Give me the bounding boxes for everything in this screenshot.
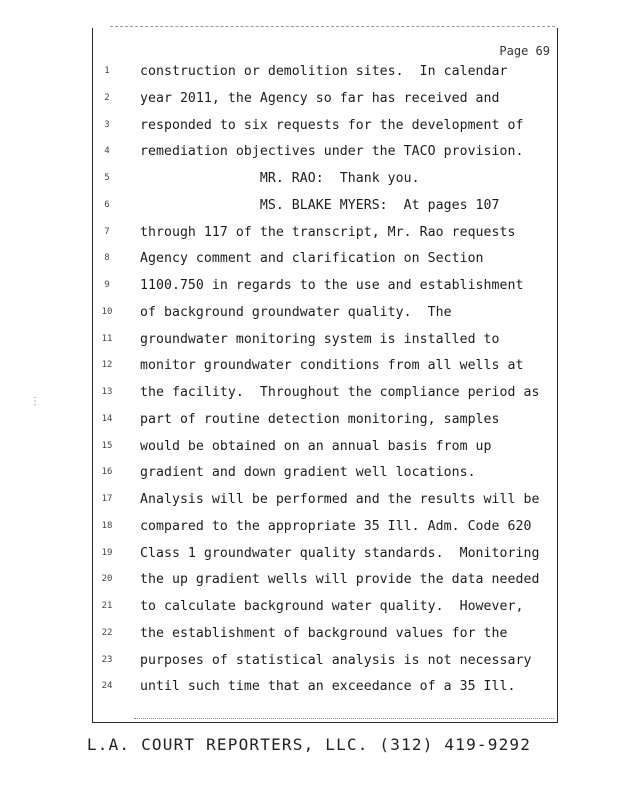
margin-mark: ⋮ <box>30 396 40 407</box>
line-number: 11 <box>101 333 113 344</box>
line-number: 21 <box>101 601 113 611</box>
bottom-inner-rule <box>134 718 554 719</box>
line-number: 4 <box>104 146 110 157</box>
line-number: 16 <box>101 467 113 478</box>
transcript-line: until such time that an exceedance of a 35 Ill. <box>140 679 516 695</box>
line-number: 6 <box>104 199 110 210</box>
line-number: 17 <box>101 494 113 504</box>
transcript-line: the facility. Throughout the compliance period as <box>140 385 540 400</box>
line-number: 18 <box>101 520 113 531</box>
transcript-line: MS. BLAKE MYERS: At pages 107 <box>140 197 500 213</box>
transcript-line: compared to the appropriate 35 Ill. Adm. Code 620 <box>140 518 532 534</box>
line-number: 9 <box>104 280 110 290</box>
line-number: 14 <box>101 413 113 424</box>
transcript-line: 1100.750 in regards to the use and establishment <box>140 278 524 293</box>
transcript-line: monitor groundwater conditions from all wells at <box>140 358 524 374</box>
transcript-line: responded to six requests for the development of <box>140 117 524 133</box>
transcript-line: the up gradient wells will provide the data needed <box>140 572 540 588</box>
transcript-line: gradient and down gradient well locations. <box>140 465 476 481</box>
transcript-line: groundwater monitoring system is installed to <box>140 331 500 347</box>
line-number: 12 <box>101 360 113 371</box>
transcript-line: purposes of statistical analysis is not necessary <box>140 652 532 668</box>
transcript-line: of background groundwater quality. The <box>140 304 452 320</box>
transcript-line: remediation objectives under the TACO provision. <box>140 144 524 160</box>
transcript-line: MR. RAO: Thank you. <box>140 171 420 186</box>
transcript-line: through 117 of the transcript, Mr. Rao requests <box>140 224 516 240</box>
transcript-line: would be obtained on an annual basis from up <box>140 438 492 454</box>
transcript-line: to calculate background water quality. However, <box>140 599 524 614</box>
line-number: 1 <box>104 66 110 76</box>
transcript-line: part of routine detection monitoring, samples <box>140 411 500 427</box>
top-border-rule <box>110 26 555 27</box>
page-number: Page 69 <box>499 44 550 58</box>
line-number: 10 <box>101 306 113 317</box>
transcript-line: Class 1 groundwater quality standards. Monitoring <box>140 545 540 561</box>
transcript-line: Analysis will be performed and the results will be <box>140 492 540 507</box>
line-number: 3 <box>104 119 110 130</box>
line-number: 15 <box>101 440 113 451</box>
transcript-line: Agency comment and clarification on Section <box>140 251 484 267</box>
line-number: 22 <box>101 627 113 638</box>
line-number: 5 <box>104 173 110 183</box>
line-number: 23 <box>101 654 113 665</box>
line-number: 19 <box>101 547 113 558</box>
line-number: 13 <box>101 387 113 397</box>
court-reporter-footer: L.A. COURT REPORTERS, LLC. (312) 419-9292 <box>86 735 532 754</box>
line-number: 7 <box>104 226 110 237</box>
line-number: 24 <box>101 681 113 692</box>
transcript-line: construction or demolition sites. In calendar <box>140 64 508 79</box>
line-number: 20 <box>101 574 113 585</box>
transcript-line: the establishment of background values for the <box>140 625 508 641</box>
line-number: 2 <box>104 92 110 103</box>
line-number: 8 <box>104 253 110 264</box>
transcript-line: year 2011, the Agency so far has received and <box>140 90 500 106</box>
